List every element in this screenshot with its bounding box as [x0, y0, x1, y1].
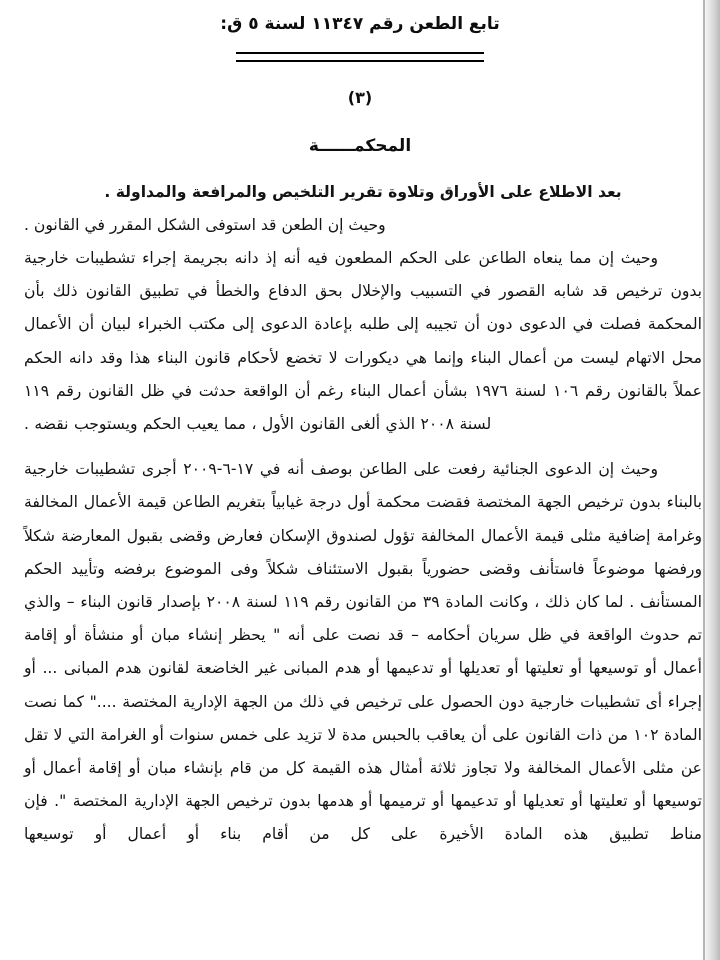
preamble-form-line: وحيث إن الطعن قد استوفى الشكل المقرر في القانون .	[24, 216, 386, 234]
paragraph-criminal-case-facts: وحيث إن الدعوى الجنائية رفعت على الطاعن بوصف أنه في ١٧-٦-٢٠٠٩ أجرى تشطيبات خارجية بالبناء بدون ترخيص الجهة المختصة فقضت محكمة أول درجة غيابياً بتغريم الطاعن قيمة الأعمال المخالفة وغرامة إضافية مثلى قيمة الأعمال المخالفة تؤول لصندوق الإسكان فعارض وقضى بقبول المعارضة شكلاً ورفضها موضوعاً فاستأنف وقضى حضورياً بقبول الاستئناف شكلاً وفى الموضوع برفضه وتأييد الحكم المستأنف . لما كان ذلك ، وكانت المادة ٣٩ من القانون رقم ١١٩ لسنة ٢٠٠٨ بإصدار قانون البناء – والذي تم حدوث الواقعة في ظل سريان أحكامه – قد نصت على أنه " يحظر إنشاء مبان أو منشأة أو إقامة أعمال أو توسيعها أو تعليتها أو تعديلها أو تدعيمها أو هدم المبانى غير الخاضعة لقانون هدم المبانى ... أو إجراء أى تشطيبات خارجية دون الحصول على ترخيص في ذلك من الجهة الإدارية المختصة ...." كما نصت المادة ١٠٢ من ذات القانون على أن يعاقب بالحبس مدة لا تزيد على خمس سنوات أو الغرامة التي لا تقل عن مثلى الأعمال المخالفة ولا تجاوز ثلاثة أمثال هذه القيمة كل من قام بإنشاء مبان أو إقامة أعمال أو توسيعها أو تعليتها أو تعديلها أو تدعيمها أو ترميمها أو هدمها بدون ترخيص الجهة الإدارية المختصة ". فإن مناط تطبيق هذه المادة الأخيرة على كل من أقام بناء أو أعمال أو توسيعها	[24, 460, 702, 844]
document-body	[24, 176, 702, 852]
court-heading: المحكمــــــة	[308, 136, 412, 156]
document-header-area	[42, 14, 678, 62]
page-number: (٣)	[347, 88, 373, 107]
header-double-rule	[236, 52, 484, 62]
preamble-deliberation-line: بعد الاطلاع على الأوراق وتلاوة تقرير التلخيص والمرافعة والمداولة .	[104, 183, 622, 201]
case-reference-header: تابع الطعن رقم ١١٣٤٧ لسنة ٥ ق:	[220, 14, 500, 34]
paragraph-grounds-of-appeal: وحيث إن مما ينعاه الطاعن على الحكم المطعون فيه أنه إذ دانه بجريمة إجراء تشطيبات خارجية بدون ترخيص قد شابه القصور في التسبيب والإخلال بحق الدفاع والخطأ في تطبيق القانون ذلك بأن المحكمة فصلت في الدعوى دون أن تجيبه إلى طلبه بإعادة الدعوى إلى مكتب الخبراء لبيان أن الأعمال محل الاتهام ليست من أعمال البناء وإنما هي ديكورات لا تخضع لأحكام قانون البناء هذا وقد دانه الحكم عملاً بالقانون رقم ١٠٦ لسنة ١٩٧٦ بشأن أعمال البناء رغم أن الواقعة حدثت في ظل القانون رقم ١١٩ لسنة ٢٠٠٨ الذي ألغى القانون الأول ، مما يعيب الحكم ويستوجب نقضه .	[24, 249, 702, 434]
header-rule-wrap	[42, 52, 678, 62]
